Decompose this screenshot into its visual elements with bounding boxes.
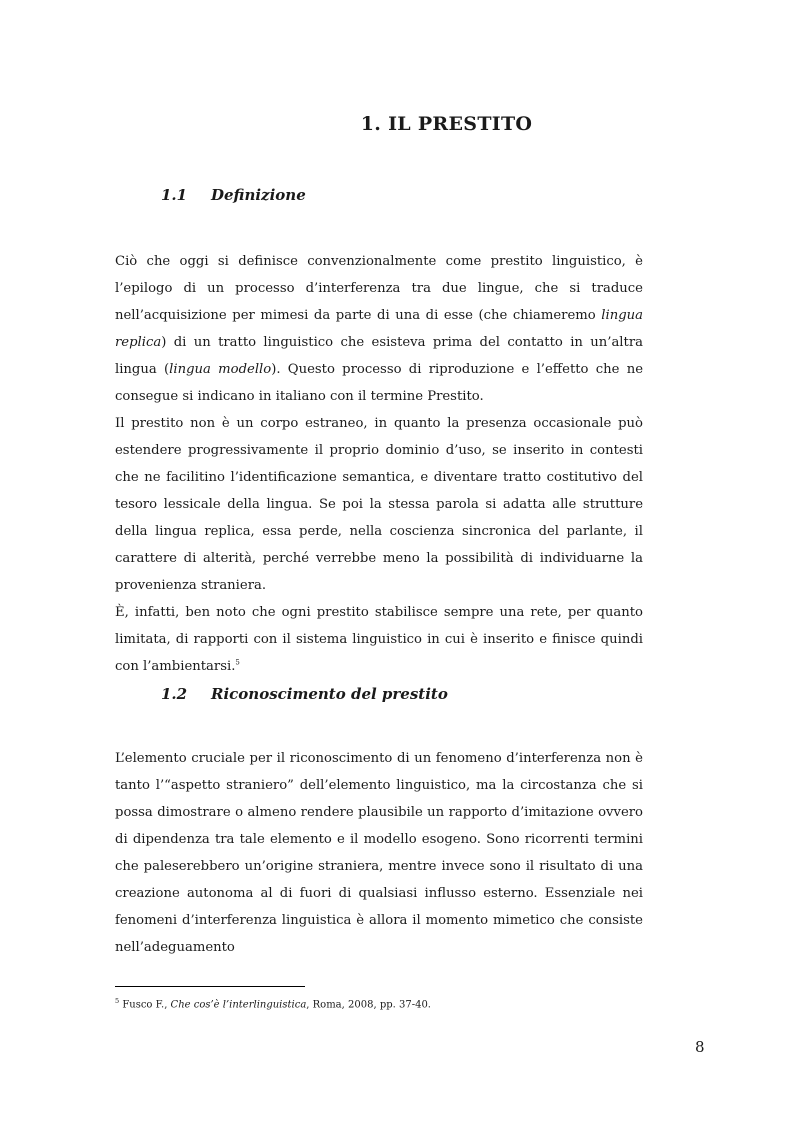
paragraph-text: ) di un tratto linguistico che esisteva prima del contatto in un’altra lingua (: [115, 335, 643, 377]
term-lingua-modello: lingua modello: [169, 362, 272, 377]
footnote-author: Fusco F.,: [119, 999, 171, 1011]
term-lingua-replica: lingua replica: [115, 308, 643, 350]
footnote-citation: , Roma, 2008, pp. 37-40.: [306, 999, 431, 1011]
footnote-reference[interactable]: 5: [235, 658, 240, 667]
section-heading-definizione: [161, 186, 306, 204]
footnote: [115, 997, 643, 1010]
section-number: 1.1: [161, 186, 188, 204]
section-body-riconoscimento: [115, 745, 643, 961]
section-number: 1.2: [161, 685, 188, 703]
paragraph: [115, 248, 643, 410]
paragraph: Il prestito non è un corpo estraneo, in quanto la presenza occasionale può estendere progressivamente il proprio dominio d’uso, se inserito in contesti che ne facilitino l’identificazione semantica, e diventare tratto costitutivo del tesoro lessicale della lingua. Se poi la stessa parola si adatta alle strutture della lingua replica, essa perde, nella coscienza sincronica del parlante, il carattere di alterità, perché verrebbe meno la possibilità di individuarne la provenienza straniera.: [115, 416, 643, 593]
section-body-definizione: [115, 248, 643, 680]
paragraph: L’elemento cruciale per il riconoscimento di un fenomeno d’interferenza non è tanto l’“aspetto straniero” dell’elemento linguistico, ma la circostanza che si possa dimostrare o almeno rendere plausibile un rapporto d’imitazione ovvero di dipendenza tra tale elemento e il modello esogeno. Sono ricorrenti termini che paleserebbero un’origine straniera, mentre invece sono il risultato di una creazione autonoma al di fuori di qualsiasi influsso esterno. Essenziale nei fenomeni d’interferenza linguistica è allora il momento mimetico che consiste nell’adeguamento: [115, 751, 643, 955]
section-title: Definizione: [211, 186, 306, 204]
page-number: 8: [695, 1038, 705, 1056]
chapter-title: 1. IL PRESTITO: [360, 113, 533, 135]
section-heading-riconoscimento: [161, 685, 448, 703]
paragraph-text: Ciò che oggi si definisce convenzionalmente come prestito linguistico, è l’epilogo di un processo d’interferenza tra due lingue, che si traduce nell’acquisizione per mimesi da parte di una di esse (che chiameremo: [115, 254, 643, 323]
footnote-marker: 5: [115, 997, 120, 1005]
footnote-divider: [115, 986, 305, 987]
paragraph-text: È, infatti, ben noto che ogni prestito stabilisce sempre una rete, per quanto limitata, di rapporti con il sistema linguistico in cui è inserito e finisce quindi con l’ambientarsi.: [115, 605, 643, 674]
section-title: Riconoscimento del prestito: [211, 685, 448, 703]
footnote-book-title: Che cos’è l’interlinguistica: [170, 999, 307, 1011]
paragraph-text: ). Questo processo di riproduzione e l’effetto che ne consegue si indicano in italiano con il termine Prestito.: [115, 362, 643, 404]
paragraph: [115, 599, 643, 680]
